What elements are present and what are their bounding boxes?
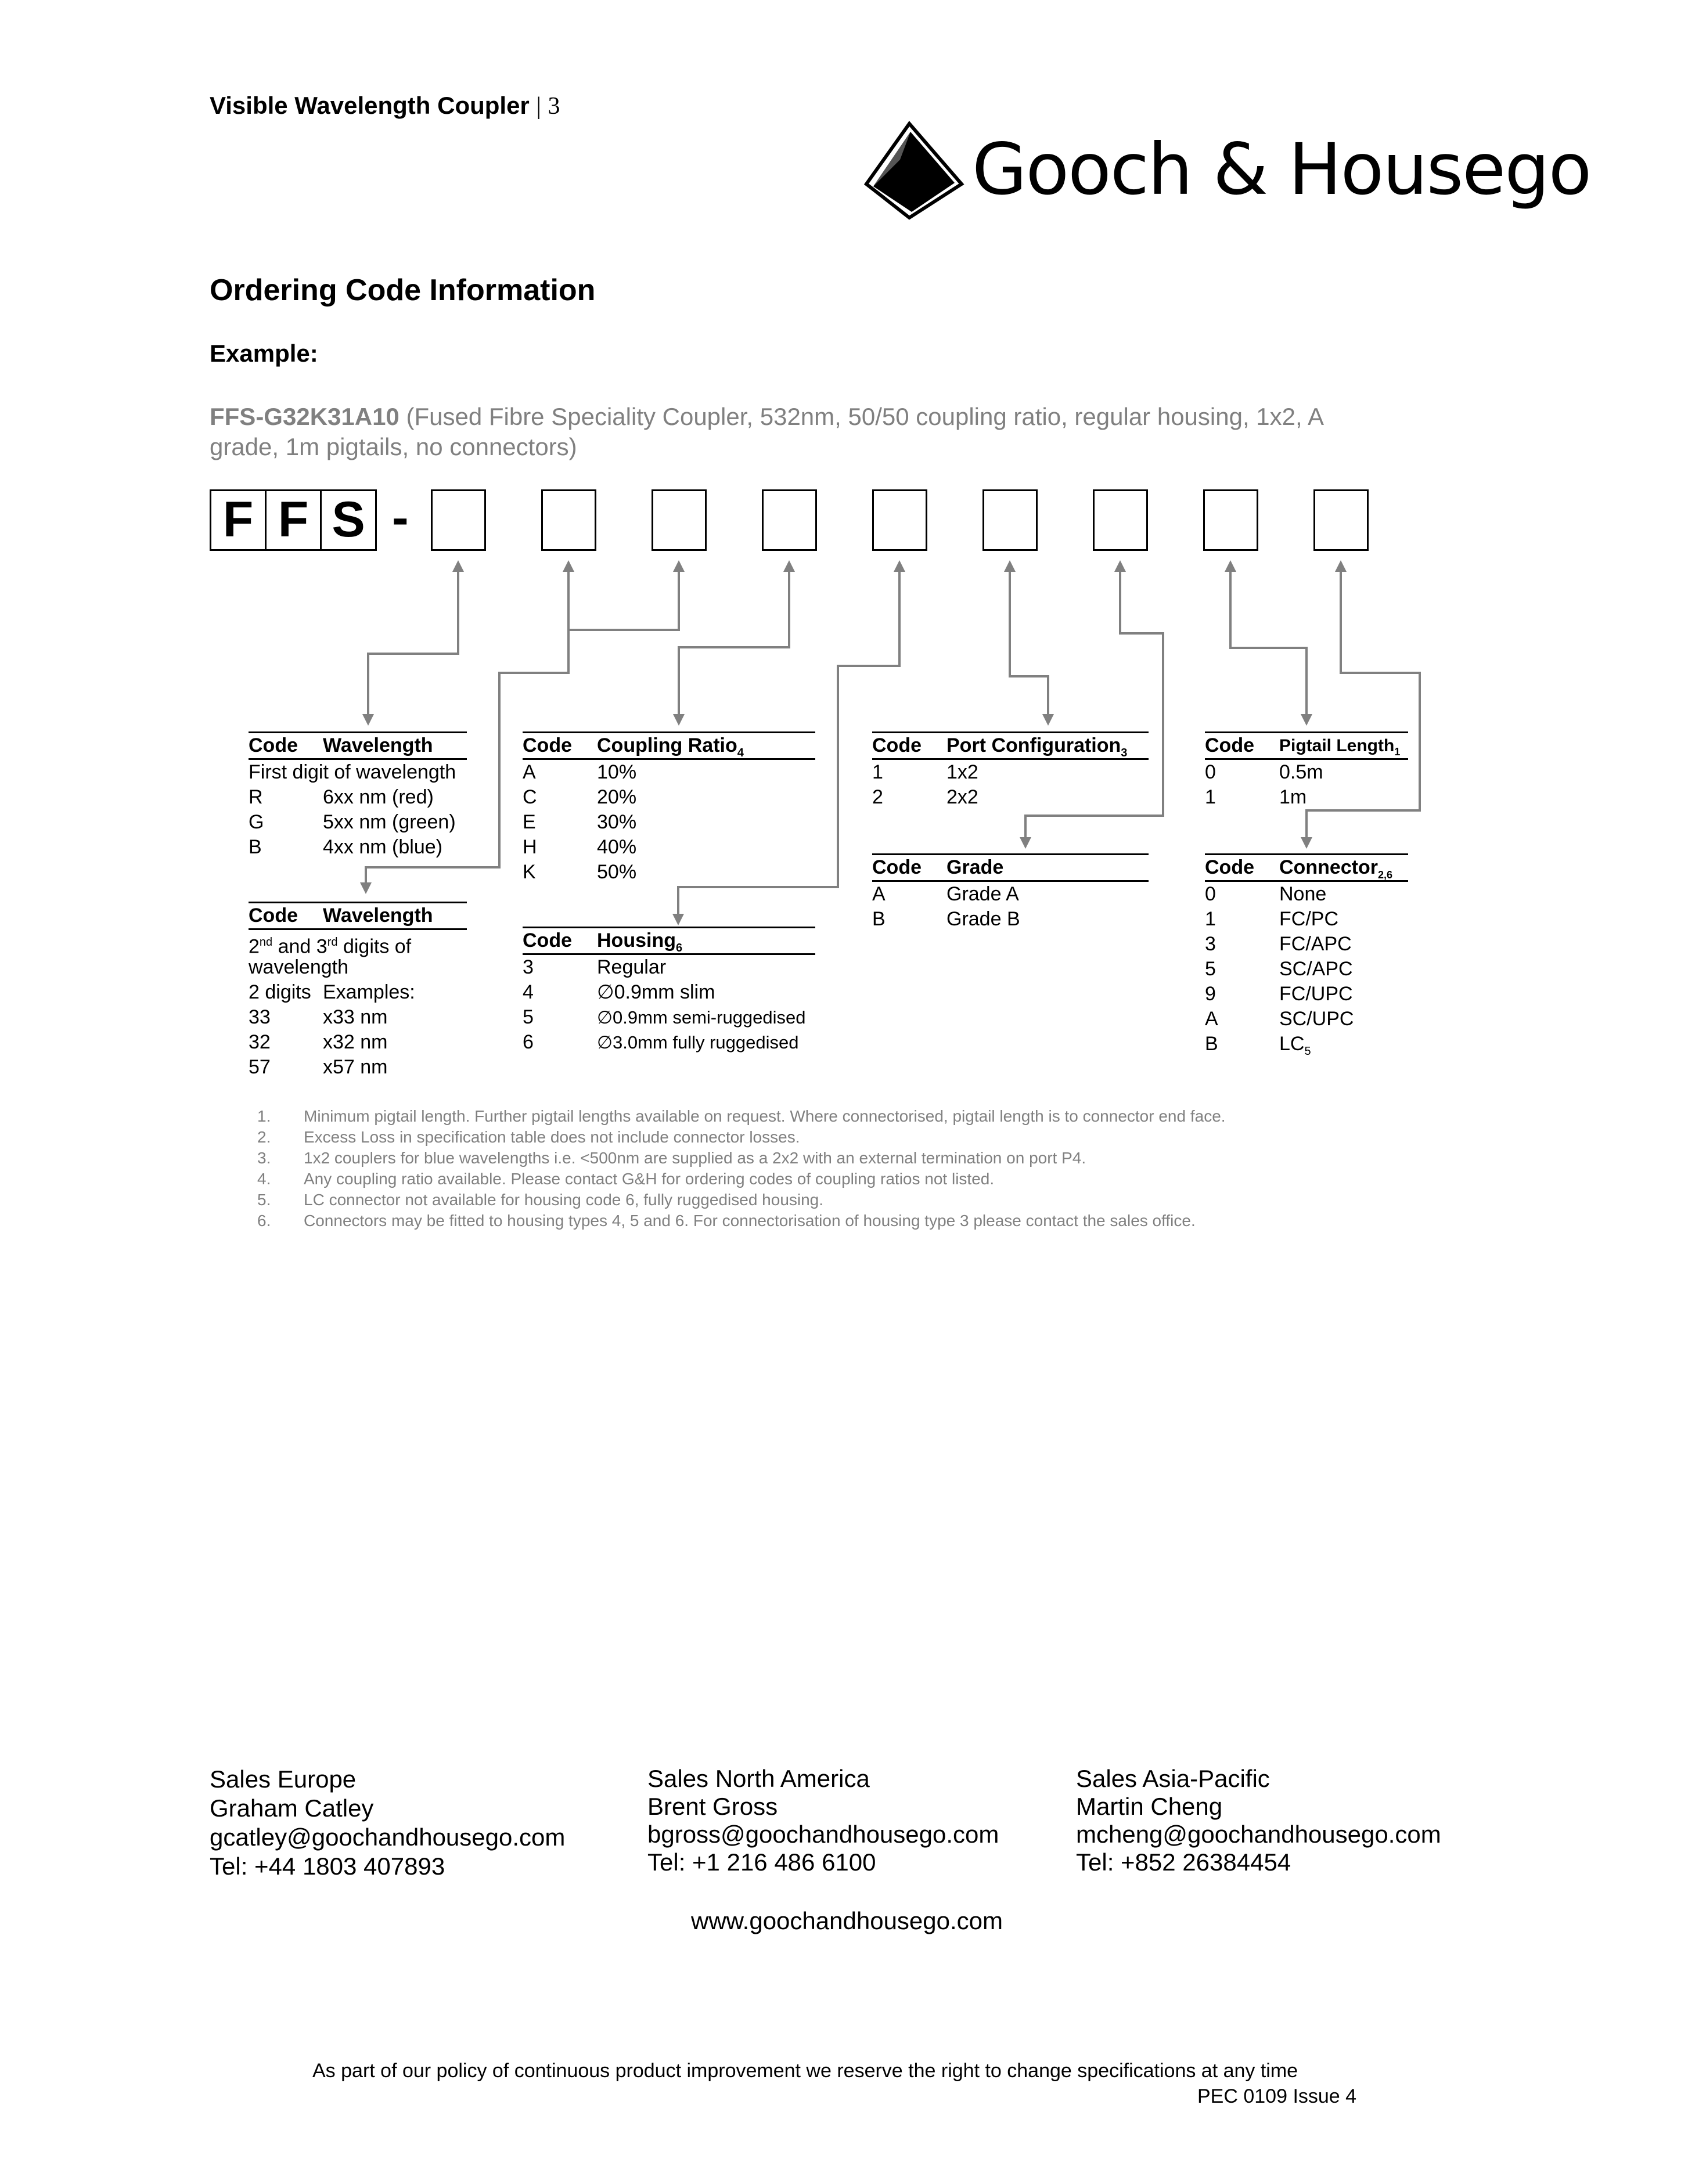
table-row: 1 1x2 (872, 761, 978, 783)
sales-europe (210, 1765, 565, 1881)
table-header (1205, 853, 1408, 882)
table-wavelength-first-digit (249, 731, 467, 860)
footnote: 2. Excess Loss in specification table does not include connector losses. (257, 1128, 800, 1146)
table-row: 6 ∅3.0mm fully ruggedised (523, 1031, 799, 1053)
table-row: B $LC_5$ (1205, 1033, 1311, 1058)
header-connector: Connector$_{2,6}$ (1279, 856, 1393, 881)
header-port-configuration: Port Configuration$_3$ (946, 734, 1128, 759)
code-box-f2: F (265, 489, 322, 551)
table-row: 4 ∅0.9mm slim (523, 981, 715, 1003)
header-code: Code (249, 734, 298, 756)
table-row: 2nd and 3rd digits of (249, 935, 412, 958)
example-label: Example: (210, 340, 318, 367)
code-box-f1: F (210, 489, 267, 551)
header-wavelength: Wavelength (323, 904, 433, 927)
website-link[interactable]: www.goochandhousego.com (691, 1907, 1003, 1934)
table-row: B Grade B (872, 908, 1020, 930)
sales-region: Sales North America (647, 1765, 870, 1792)
page-number: 3 (548, 93, 560, 120)
table-row: wavelength (249, 956, 349, 978)
sales-contact-name: Brent Gross (647, 1793, 778, 1820)
code-box-s: S (320, 489, 377, 551)
sales-phone: Tel: +44 1803 407893 (210, 1853, 445, 1880)
sales-email-link[interactable]: mcheng@goochandhousego.com (1076, 1821, 1441, 1848)
table-header (1205, 731, 1408, 760)
footnote: 4. Any coupling ratio available. Please contact G&H for ordering codes of coupling ratios not listed. (257, 1170, 995, 1188)
footnotes (257, 1106, 1419, 1239)
header-code: Code (1205, 734, 1254, 756)
table-connector (1205, 853, 1408, 1057)
table-header (523, 927, 815, 955)
header-code: Code (523, 929, 572, 952)
header-code: Code (1205, 856, 1254, 878)
header-grade: Grade (946, 856, 1004, 878)
table-row: 0 None (1205, 883, 1327, 905)
table-row: B 4xx nm (blue) (249, 836, 442, 858)
table-row: A SC/UPC (1205, 1008, 1354, 1030)
example-desc-line2: grade, 1m pigtails, no connectors) (210, 433, 577, 460)
table-row: 5 ∅0.9mm semi-ruggedised (523, 1006, 806, 1028)
table-row: 2 2x2 (872, 786, 978, 808)
table-header (523, 731, 815, 760)
sales-region: Sales Asia-Pacific (1076, 1765, 1270, 1792)
table-header (249, 902, 467, 930)
header-wavelength: Wavelength (323, 734, 433, 756)
sales-email-link[interactable]: gcatley@goochandhousego.com (210, 1823, 566, 1851)
table-port-configuration (872, 731, 1149, 810)
table-header (872, 731, 1149, 760)
table-row: E 30% (523, 811, 637, 833)
footnote: 6. Connectors may be fitted to housing types 4, 5 and 6. For connectorisation of housing type 3 please contact the sales office. (257, 1212, 1196, 1230)
sales-north-america (647, 1765, 999, 1876)
sales-contact-name: Graham Catley (210, 1794, 374, 1822)
table-row: 32 x32 nm (249, 1031, 388, 1053)
table-coupling-ratio (523, 731, 815, 885)
table-row: 1 1m (1205, 786, 1307, 808)
footnote: 1. Minimum pigtail length. Further pigtail lengths available on request. Where connectorised, pigtail length is to connector end face. (257, 1107, 1226, 1125)
header-code: Code (872, 856, 922, 878)
table-header (872, 853, 1149, 882)
table-row: A Grade A (872, 883, 1019, 905)
header-coupling-ratio: Coupling Ratio$_4$ (597, 734, 744, 759)
policy-statement: As part of our policy of continuous product improvement we reserve the right to change specifications at any time (312, 2060, 1298, 2082)
document-reference: PEC 0109 Issue 4 (1197, 2085, 1357, 2107)
document-title: Visible Wavelength Coupler (210, 92, 530, 119)
table-housing (523, 927, 815, 1055)
table-row: 57 x57 nm (249, 1056, 388, 1078)
table-row: 9 FC/UPC (1205, 983, 1353, 1005)
header-code: Code (249, 904, 298, 927)
header-separator: | (536, 93, 541, 120)
sales-region: Sales Europe (210, 1765, 357, 1793)
header-code: Code (872, 734, 922, 756)
table-row: H 40% (523, 836, 637, 858)
table-row: 33 x33 nm (249, 1006, 388, 1028)
table-row: C 20% (523, 786, 637, 808)
table-wavelength-second-third-digits (249, 902, 467, 1080)
table-row: First digit of wavelength (249, 761, 456, 783)
example-code: FFS-G32K31A10 (210, 403, 399, 430)
table-row: 0 0.5m (1205, 761, 1323, 783)
table-row: G 5xx nm (green) (249, 811, 456, 833)
header-pigtail-length: Pigtail Length$_1$ (1279, 736, 1401, 758)
table-grade (872, 853, 1149, 932)
table-row: 3 Regular (523, 956, 667, 978)
footnote: 5. LC connector not available for housing code 6, fully ruggedised housing. (257, 1191, 824, 1209)
table-row: 3 FC/APC (1205, 933, 1352, 955)
header-code: Code (523, 734, 572, 756)
header-housing: Housing$_6$ (597, 929, 683, 954)
footnote: 3. 1x2 couplers for blue wavelengths i.e. <500nm are supplied as a 2x2 with an external termination on port P4. (257, 1149, 1086, 1167)
table-row: K 50% (523, 861, 637, 883)
logo-wordmark: Gooch & Housego (972, 128, 1591, 211)
table-row: 5 SC/APC (1205, 958, 1353, 980)
table-row: R 6xx nm (red) (249, 786, 434, 808)
table-header (249, 731, 467, 760)
sales-asia-pacific (1076, 1765, 1441, 1876)
table-row: A 10% (523, 761, 637, 783)
code-dash: - (392, 490, 409, 546)
example-desc-line1: (Fused Fibre Speciality Coupler, 532nm, 50/50 coupling ratio, regular housing, 1x2, A (399, 403, 1325, 430)
table-row: 1 FC/PC (1205, 908, 1338, 930)
table-row: 2 digits Examples: (249, 981, 415, 1003)
sales-email-link[interactable]: bgross@goochandhousego.com (647, 1821, 999, 1848)
sales-phone: Tel: +1 216 486 6100 (647, 1848, 876, 1876)
sales-phone: Tel: +852 26384454 (1076, 1848, 1291, 1876)
sales-contact-name: Martin Cheng (1076, 1793, 1223, 1820)
table-pigtail-length (1205, 731, 1408, 810)
section-title: Ordering Code Information (210, 273, 596, 307)
